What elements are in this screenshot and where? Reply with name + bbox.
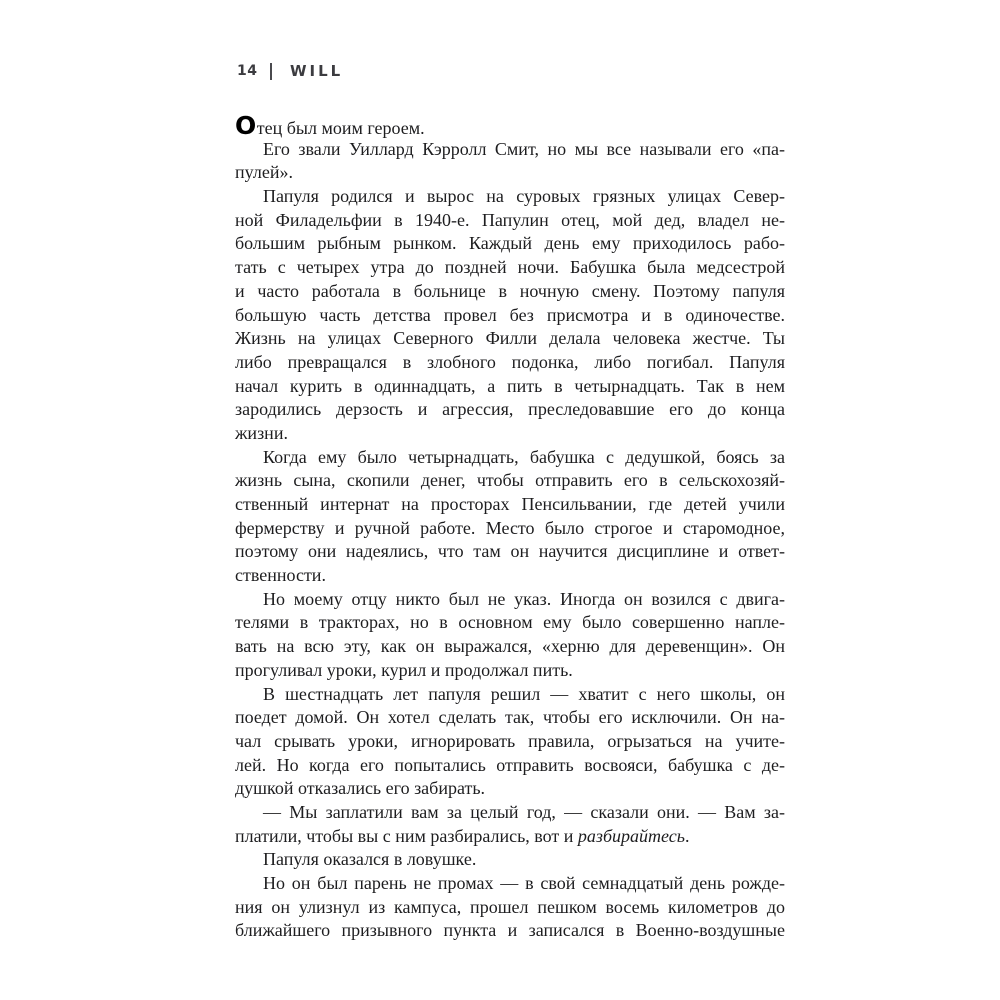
text-segment: ственный интернат на просторах Пенсильвании, где детей учили — [235, 494, 785, 514]
text-line — [235, 256, 785, 280]
italic-text: разбирайтесь — [577, 825, 685, 846]
text-segment: телями в тракторах, но в основном ему было совершенно напле- — [235, 612, 785, 633]
text-line — [235, 398, 785, 422]
text-line — [235, 848, 785, 872]
text-line — [235, 683, 785, 707]
text-segment: платили, чтобы вы с ним разбирались, вот и — [235, 825, 578, 846]
text-line — [235, 896, 785, 920]
text-line — [235, 611, 785, 635]
book-title: WILL — [289, 62, 344, 80]
drop-cap: О — [235, 111, 257, 140]
text-line — [235, 327, 785, 351]
text-line — [235, 517, 785, 541]
text-segment: тец был моим героем. — [256, 118, 425, 138]
text-segment: фермерству и ручной работе. Место было строгое и старомодное, — [235, 517, 785, 538]
text-segment: прогуливал уроки, курил и продолжал пить. — [235, 659, 573, 680]
page-body-text — [235, 111, 785, 943]
text-segment: Его звали Уиллард Кэрролл Смит, но мы все называли его «па- — [263, 138, 785, 159]
text-segment: В шестнадцать лет папуля решил — хватит с него школы, он — [263, 683, 785, 704]
text-line — [235, 209, 785, 233]
paragraph — [235, 185, 785, 446]
text-line — [235, 564, 785, 588]
text-segment: лей. Но когда его попытались отправить восвояси, бабушка с де- — [235, 754, 785, 775]
header-divider-bar — [270, 63, 272, 80]
text-segment: ближайшего призывного пункта и записался в Военно-воздушные — [235, 920, 785, 941]
text-line — [235, 540, 785, 564]
text-line — [235, 801, 785, 825]
paragraph — [235, 683, 785, 801]
text-line — [235, 422, 785, 446]
text-segment: — Мы заплатили вам за целый год, — сказали они. — Вам за- — [263, 801, 785, 822]
paragraph — [235, 588, 785, 683]
text-segment: большую часть детства провел без присмотра и в одиночестве. — [235, 304, 785, 325]
text-line — [235, 635, 785, 659]
text-line — [235, 185, 785, 209]
text-line — [235, 588, 785, 612]
paragraph — [235, 872, 785, 943]
text-segment: ственности. — [235, 565, 326, 586]
text-line — [235, 280, 785, 304]
text-segment: ния он улизнул из кампуса, прошел пешком восемь километров до — [235, 896, 785, 917]
running-header — [237, 62, 343, 80]
text-line — [235, 493, 785, 517]
text-line — [235, 754, 785, 778]
text-segment: чал срывать уроки, игнорировать правила, огрызаться на учите- — [235, 730, 785, 751]
text-line — [235, 872, 785, 896]
text-segment: тать с четырех утра до поздней ночи. Бабушка была медсестрой — [235, 257, 785, 278]
text-segment: Папуля родился и вырос на суровых грязных улицах Север- — [263, 186, 785, 207]
text-segment: Папуля оказался в ловушке. — [263, 849, 477, 870]
text-segment: большим рыбным рынком. Каждый день ему приходилось рабо- — [235, 233, 785, 254]
text-line — [235, 706, 785, 730]
text-segment: Жизнь на улицах Северного Филли делала человека жестче. Ты — [235, 328, 785, 349]
page-number: 14 — [237, 63, 258, 79]
text-segment: и часто работала в больнице в ночную смену. Поэтому папуля — [235, 280, 785, 301]
text-line — [235, 825, 785, 849]
text-line — [235, 111, 785, 140]
text-line — [235, 777, 785, 801]
text-line — [235, 304, 785, 328]
text-segment: ной Филадельфии в 1940-е. Папулин отец, мой дед, владел не- — [235, 209, 785, 230]
text-segment: поедет домой. Он хотел сделать так, чтобы его исключили. Он на- — [235, 707, 785, 728]
paragraph — [235, 801, 785, 848]
text-line — [235, 659, 785, 683]
paragraph — [235, 138, 785, 185]
text-segment: Но он был парень не промах — в свой семнадцатый день рожде- — [263, 873, 785, 893]
text-segment: пулей». — [235, 162, 293, 183]
text-segment: Но моему отцу никто был не указ. Иногда он возился с двига- — [263, 588, 785, 609]
text-line — [235, 232, 785, 256]
text-line — [235, 469, 785, 493]
text-segment: зародились дерзость и агрессия, преследовавшие его до конца — [235, 399, 785, 420]
text-line — [235, 161, 785, 185]
text-line — [235, 730, 785, 754]
text-line — [235, 446, 785, 470]
text-segment: вать на всю эту, как он выражался, «херню для деревенщин». Он — [235, 636, 785, 657]
paragraph — [235, 111, 785, 140]
text-segment: Когда ему было четырнадцать, бабушка с дедушкой, боясь за — [263, 446, 785, 467]
text-segment: начал курить в одиннадцать, а пить в четырнадцать. Так в нем — [235, 375, 785, 396]
text-segment: . — [684, 825, 690, 846]
text-line — [235, 375, 785, 399]
text-segment: жизни. — [235, 422, 288, 443]
text-segment: жизнь сына, скопили денег, чтобы отправить его в сельскохозяй- — [235, 470, 785, 491]
text-line — [235, 351, 785, 375]
text-segment: поэтому они надеялись, что там он научится дисциплине и ответ- — [235, 541, 785, 562]
text-line — [235, 919, 785, 943]
text-segment: либо превращался в злобного подонка, либо погибал. Папуля — [235, 351, 785, 372]
text-segment: душкой отказались его забирать. — [235, 778, 486, 799]
paragraph — [235, 848, 785, 872]
text-line — [235, 138, 785, 162]
paragraph — [235, 446, 785, 588]
